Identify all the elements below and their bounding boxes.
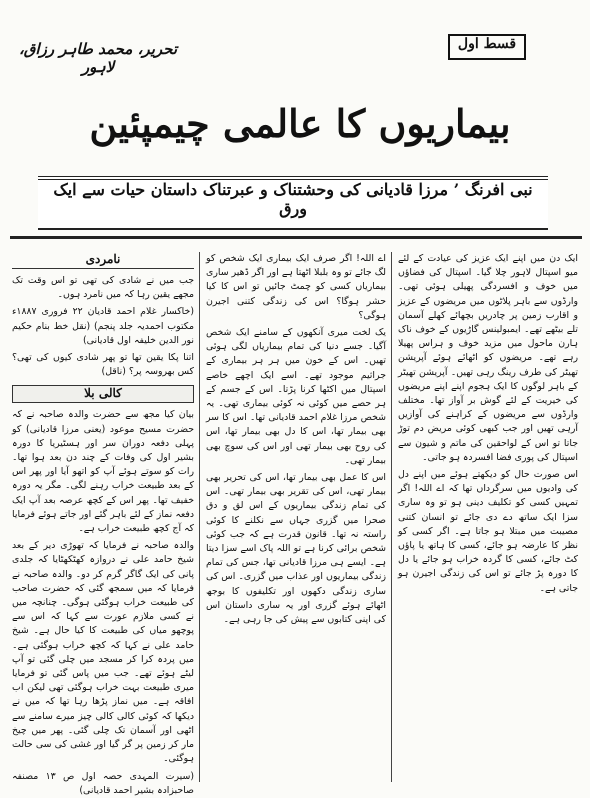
paragraph: یک لخت میری آنکھوں کے سامنے ایک شخص آگیا۔ جسے دنیا کی تمام بیماریاں لگی ہوئی تھیں۔ اس کے خون میں ہر ہر بیماری کے جراثیم موجود تھے۔ اسے ایک اچھے خاصے اسپتال میں اکٹھا کرنا پڑتا۔ اس کے جسم کے ہر حصے میں کوئی نہ کوئی بیماری تھی۔ یہ شخص مرزا غلام احمد قادیانی تھا۔ اس کا سر بھی بیمار تھا، اس کا دل بھی بیمار تھا، اس کی روح بھی بیمار تھی اور اس کی سوچ بھی بیمار تھی۔: [206, 327, 386, 466]
paragraph: جب میں نے شادی کی تھی تو اس وقت تک مجھے یقین رہا کہ میں نامرد ہوں۔: [12, 275, 194, 301]
column-divider: [391, 252, 392, 782]
citation: (سیرت المہدی حصہ اول ص ۱۳ مصنفہ صاحبزادہ بشیر احمد قادیانی): [12, 770, 194, 796]
author-byline: تحریر، محمد طاہر رزاق، لاہور: [18, 40, 178, 76]
paragraph: ایک دن میں اپنے ایک عزیز کی عیادت کے لئے میو اسپتال لاہور چلا گیا۔ اسپتال کی فضاؤں میں خوف و افسردگی پھیلی ہوئی تھی۔ وارڈوں سے باہر پلاٹوں میں مریضوں کے عزیز و اقارب زمین پر چادریں بچھائے کھلے آسمان تلے بیٹھے تھے۔ ایمبولینس گاڑیوں کے خوف ناک ہارن ماحول میں مزید خوف و ہراس پھیلا رہے تھے۔ مریضوں کو اٹھائے ہوئے آپریشن تھیٹر کی طرف رینگ رہی تھیں۔ آپریشن تھیٹر کے باہر لوگوں کا ایک ہجوم اپنے اپنے مریضوں کی خیریت کے لئے گوش بر آواز تھا۔ مختلف وارڈوں سے مریضوں کے کراہنے کی آوازیں آرہی تھیں اور جب کبھی کوئی مریض دم توڑ جاتا تو اس کے لواحقین کی ماتم و شیون سے اسپتال کی پوری فضا افسردہ ہو جاتی۔: [398, 253, 578, 463]
paragraph: اے اللہ! اگر صرف ایک بیماری ایک شخص کو لگ جائے تو وہ بلبلا اٹھتا ہے اور اگر ڈھیر ساری بیماریاں کسی کو چمٹ جائیں تو اس کا کیا حشر ہوگا؟ اس کی زندگی کتنی اجیرن ہوگی؟: [206, 253, 386, 321]
section-heading: نامردی: [12, 252, 194, 269]
paragraph: اس صورت حال کو دیکھتے ہوئے میں اپنے دل کی وادیوں میں سرگرداں تھا کہ اے اللہ! اگر تمہیں کسی کو تکلیف دینی ہو تو وہ ساری سزا ایک ساتھ دے دی جائے تو انسان کتنی مصیبت میں مبتلا ہو جاتا ہے۔ اگر کسی کو نظر کا عارضہ ہو جائے، کسی کا ہاتھ یا پاؤں کٹ جائے، کسی کا گردہ خراب ہو جائے یا دل کا دورہ پڑ جائے تو اس کی زندگی اجیرن ہو جاتی ہے۔: [398, 469, 578, 594]
paragraph: والدہ صاحبہ نے فرمایا کہ تھوڑی دیر کے بعد شیخ حامد علی نے دروازہ کھٹکھٹایا کہ جلدی پانی کی ایک گاگر گرم کر دو۔ والدہ صاحبہ نے فرمایا کہ میں سمجھ گئی کہ حضرت صاحب کی طبیعت خراب ہوگئی ہوگی۔ چنانچہ میں نے کسی ملازم عورت سے کہا کہ اس سے پوچھو میاں کی طبیعت کا کیا حال ہے۔ شیخ حامد علی نے کہا کہ کچھ خراب ہوگئی ہے۔ میں پردہ کرا کر مسجد میں چلی گئی تو آپ لیٹے ہوئے تھے۔ جب میں پاس گئی تو فرمایا میری طبیعت بہت خراب ہوگئی تھی لیکن اب افاقہ ہے۔ میں نماز پڑھا رہا تھا کہ میں نے دیکھا کہ کوئی کالی کالی چیز میرے سامنے سے اٹھی اور آسمان تک چلی گئی۔ پھر میں چیخ مار کر زمین پر گر گیا اور غشی کی سی حالت ہوگئی۔: [12, 540, 194, 765]
top-rule: [10, 236, 582, 239]
installment-label: قسط اول: [448, 34, 526, 60]
citation: (خاکسار غلام احمد قادیان ۲۲ فروری ۱۸۸۷ء مکتوب احمدیہ جلد پنجم) (نقل خط بنام حکیم نور الدین خلیفہ اول قادیانی): [12, 306, 194, 346]
section-heading: کالی بلا: [12, 385, 194, 403]
column-divider: [199, 252, 200, 782]
paragraph: اتنا پکا یقین تھا تو پھر شادی کیوں کی تھی؟ کس بھروسہ پر؟ (ناقل): [12, 352, 194, 378]
paragraph: اس کا عمل بھی بیمار تھا، اس کی تحریر بھی بیمار تھی، اس کی تقریر بھی بیمار تھی۔ اس کی تمام زندگی بیماریوں کے اس لق و دق صحرا میں گزری جہاں سے نکلنے کا کوئی راستہ نہ تھا۔ قانون قدرت ہے کہ جب کوئی شخص برائی کرنا ہے تو اللہ پاک اسے سزا دیتا ہے۔ ایسے ہی مرزا قادیانی تھا، جس کی تمام زندگی بیماریوں اور عذاب میں گزری۔ اس کی ساری زندگی دکھوں اور تکلیفوں کا بوجھ اٹھائے ہوئے گزری اور یہ ساری داستان اس کی اپنی کتابوں سے پیش کی جا رہی ہے۔: [206, 472, 386, 626]
article-subtitle: نبی افرنگ ’ مرزا قادیانی کی وحشتناک و عبرتناک داستان حیات سے ایک ورق: [38, 176, 548, 230]
right-column: [398, 252, 578, 782]
left-column: [12, 252, 194, 796]
article-title: بیماریوں کا عالمی چیمپئین: [89, 101, 511, 146]
middle-column: [206, 252, 386, 782]
paragraph: بیان کیا مجھ سے حضرت والدہ صاحبہ نے کہ حضرت مسیح موعود (یعنی مرزا قادیانی) کو پہلی دفعہ دوران سر اور ہسٹیریا کا دورہ بشیر اول کی وفات کے چند دن بعد ہوا تھا۔ رات کو سوتے ہوئے آپ کو اتھو آیا اور پھر اس کے بعد طبیعت خراب رہنے لگی۔ مگر یہ دورہ خفیف تھا۔ پھر اس کے کچھ عرصہ بعد آپ ایک دفعہ نماز کے لئے باہر گئے اور جاتے ہوئے فرمایا کہ آج کچھ طبیعت خراب ہے۔: [12, 409, 194, 535]
